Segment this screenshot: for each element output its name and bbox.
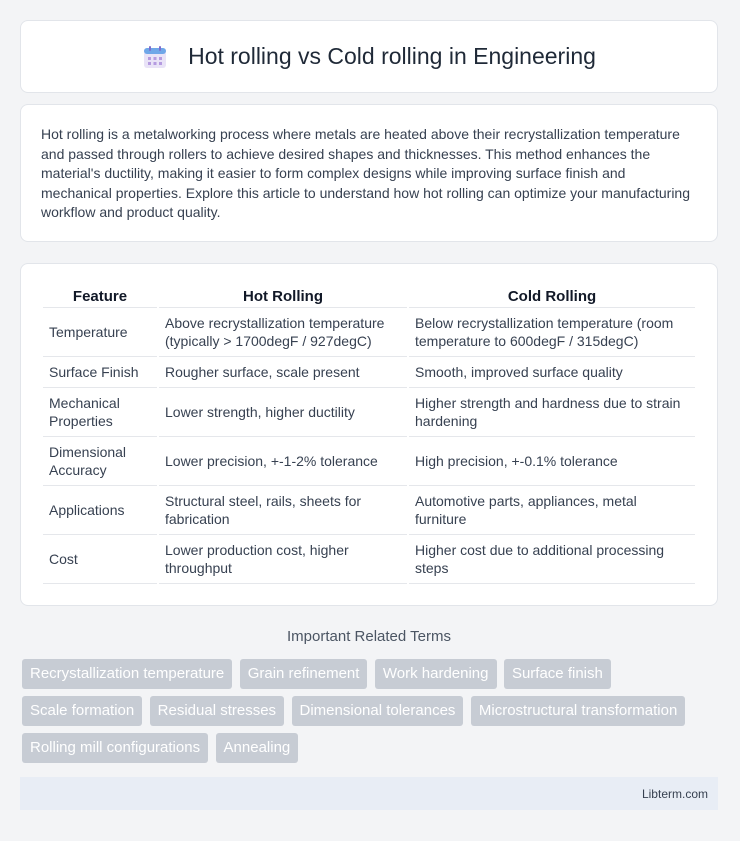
hot-rolling-cell: Lower precision, +-1-2% tolerance <box>159 437 407 486</box>
header-feature: Feature <box>43 284 157 308</box>
calendar-icon <box>142 44 168 70</box>
hot-rolling-cell: Rougher surface, scale present <box>159 357 407 388</box>
hot-rolling-cell: Lower production cost, higher throughput <box>159 535 407 584</box>
comparison-table <box>41 284 697 584</box>
related-term-tag[interactable]: Recrystallization temperature <box>22 659 232 689</box>
related-term-tag[interactable]: Scale formation <box>22 696 142 726</box>
related-term-tag[interactable]: Surface finish <box>504 659 611 689</box>
header-cold-rolling: Cold Rolling <box>409 284 695 308</box>
table-row <box>43 535 695 584</box>
table-row <box>43 437 695 486</box>
related-term-tag[interactable]: Rolling mill configurations <box>22 733 208 763</box>
related-term-tag[interactable]: Microstructural transformation <box>471 696 685 726</box>
cold-rolling-cell: Higher strength and hardness due to strain hardening <box>409 388 695 437</box>
cold-rolling-cell: Higher cost due to additional processing steps <box>409 535 695 584</box>
feature-cell: Cost <box>43 535 157 584</box>
feature-cell: Temperature <box>43 308 157 357</box>
title-card <box>20 20 718 93</box>
cold-rolling-cell: High precision, +-0.1% tolerance <box>409 437 695 486</box>
intro-text: Hot rolling is a metalworking process where metals are heated above their recrystallization temperature and passed through rollers to achieve desired shapes and thicknesses. This method enhances the material's ductility, making it easier to form complex designs while improving surface finish and mechanical properties. Explore this article to understand how hot rolling can optimize your manufacturing workflow and product quality. <box>41 126 691 221</box>
hot-rolling-cell: Lower strength, higher ductility <box>159 388 407 437</box>
table-row <box>43 486 695 535</box>
related-term-tag[interactable]: Dimensional tolerances <box>292 696 464 726</box>
hot-rolling-cell: Structural steel, rails, sheets for fabrication <box>159 486 407 535</box>
footer-site-link[interactable]: Libterm.com <box>641 786 708 801</box>
feature-cell: Mechanical Properties <box>43 388 157 437</box>
feature-cell: Dimensional Accuracy <box>43 437 157 486</box>
table-row <box>43 388 695 437</box>
table-row <box>43 308 695 357</box>
related-term-tag[interactable]: Residual stresses <box>150 696 284 726</box>
comparison-card <box>20 263 718 606</box>
related-terms-heading: Important Related Terms <box>287 628 451 645</box>
feature-cell: Surface Finish <box>43 357 157 388</box>
header-hot-rolling: Hot Rolling <box>159 284 407 308</box>
page-title: Hot rolling vs Cold rolling in Engineering <box>188 43 596 69</box>
intro-card <box>20 104 718 242</box>
footer <box>20 777 718 810</box>
hot-rolling-cell: Above recrystallization temperature (typically > 1700degF / 927degC) <box>159 308 407 357</box>
related-terms-list <box>22 659 702 770</box>
cold-rolling-cell: Smooth, improved surface quality <box>409 357 695 388</box>
cold-rolling-cell: Automotive parts, appliances, metal furniture <box>409 486 695 535</box>
cold-rolling-cell: Below recrystallization temperature (room temperature to 600degF / 315degC) <box>409 308 695 357</box>
table-row <box>43 357 695 388</box>
related-term-tag[interactable]: Work hardening <box>375 659 497 689</box>
table-header-row <box>43 284 695 308</box>
related-term-tag[interactable]: Annealing <box>216 733 299 763</box>
related-term-tag[interactable]: Grain refinement <box>240 659 368 689</box>
feature-cell: Applications <box>43 486 157 535</box>
